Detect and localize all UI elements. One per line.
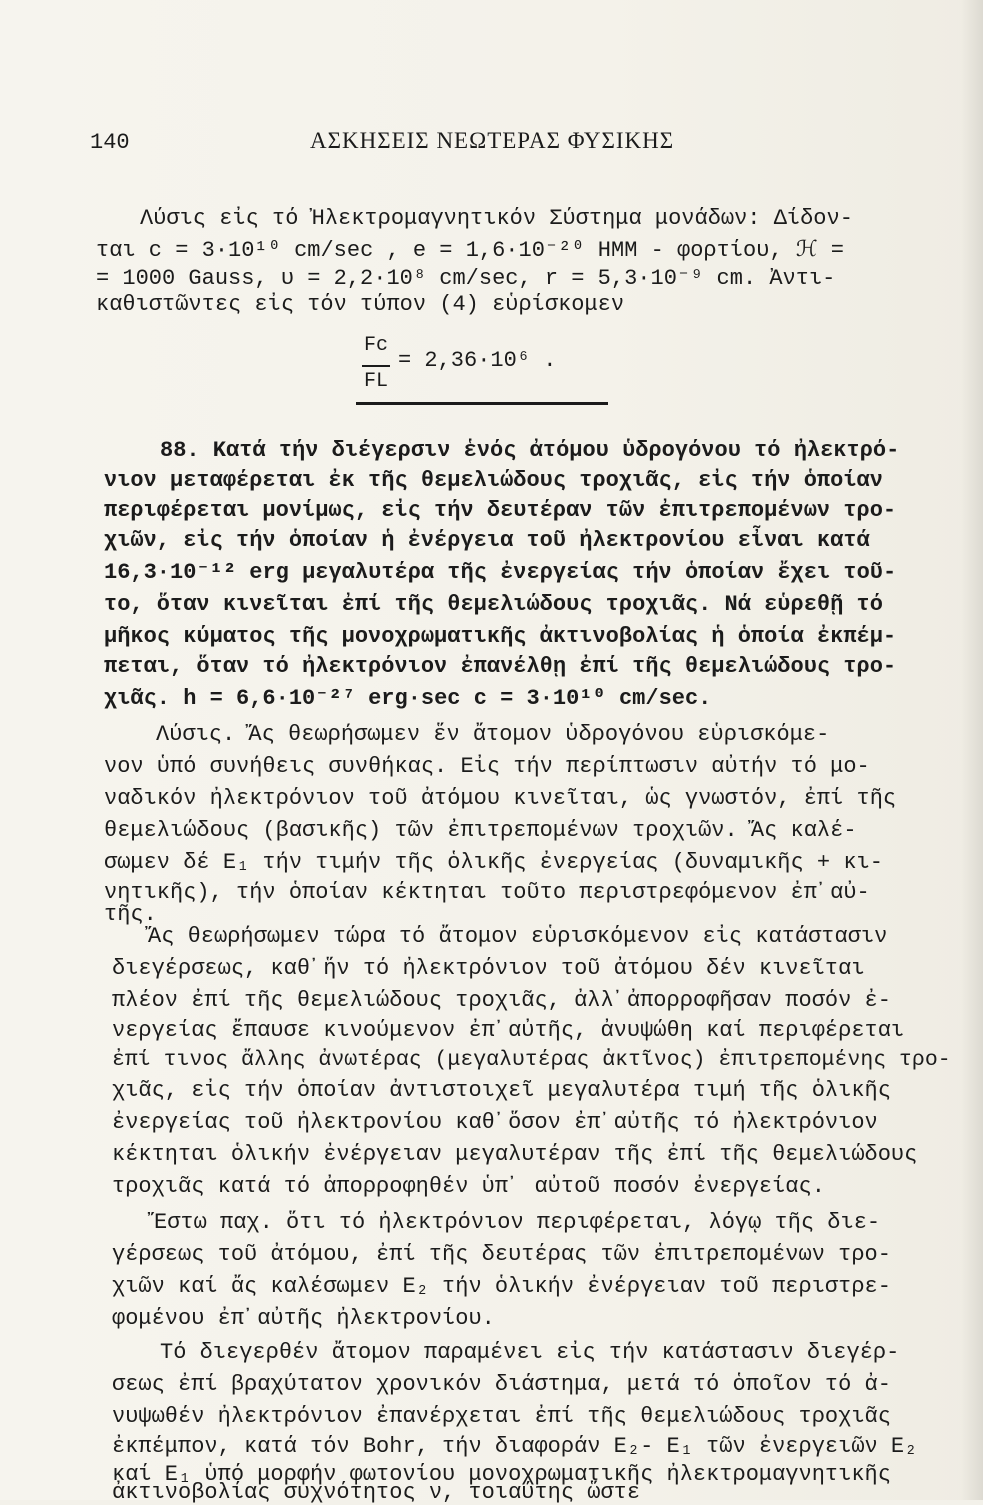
fraction-bar [362, 365, 390, 367]
problem-line: νιον μεταφέρεται ἐκ τῆς θεμελιώδους τροχιᾶς, εἰς τήν ὁποίαν [104, 468, 883, 493]
problem-line: μῆκος κύματος τῆς μονοχρωματικῆς ἀκτινοβολίας ἡ ὁποία ἐκπέμ- [104, 624, 897, 649]
text-line: = 1000 Gauss, υ = 2,2·10⁸ cm/sec, r = 5,3·10⁻⁹ cm. Ἀντι- [96, 266, 836, 291]
text-line: Λύσις εἰς τό Ἠλεκτρομαγνητικόν Σύστημα μονάδων: Δίδον- [140, 206, 853, 231]
solution-line: ναδικόν ἠλεκτρόνιον τοῦ ἀτόμου κινεῖται, ὡς γνωστόν, ἐπί τῆς [104, 786, 897, 811]
solution-line: κέκτηται ὁλικήν ἐνέργειαν μεγαλυτέραν τῆς ἐπί τῆς θεμελιώδους [112, 1142, 918, 1167]
text-line: καθιστῶντες εἰς τόν τύπον (4) εὑρίσκομεν [96, 292, 625, 317]
section-divider [356, 402, 608, 405]
solution-line: τῆς. [104, 902, 157, 927]
solution-line: Ἔστω παχ. ὅτι τό ἠλεκτρόνιον περιφέρεται, λόγῳ τῆς διε- [154, 1210, 881, 1235]
page-header [90, 122, 920, 162]
problem-line: χιῶν, εἰς τήν ὁποίαν ἡ ἐνέργεια τοῦ ἠλεκτρονίου εἶναι κατά [104, 528, 870, 553]
problem-line: περιφέρεται μονίμως, εἰς τήν δευτέραν τῶν ἐπιτρεπομένων τρο- [104, 498, 897, 523]
formula-denominator: FL [364, 370, 389, 393]
solution-line: σεως ἐπί βραχύτατον χρονικόν διάστημα, μετά τό ὁποῖον τό ἀ- [112, 1372, 891, 1397]
solution-line: νυψωθέν ἠλεκτρόνιον ἐπανέρχεται ἐπί τῆς θεμελιώδους τροχιᾶς [112, 1404, 891, 1429]
solution-line: γέρσεως τοῦ ἀτόμου, ἐπί τῆς δευτέρας τῶν ἐπιτρεπομένων τρο- [112, 1242, 891, 1267]
solution-line: χιᾶς, εἰς τήν ὁποίαν ἀντιστοιχεῖ μεγαλυτέρα τιμή τῆς ὁλικῆς [112, 1078, 891, 1103]
formula [348, 334, 608, 394]
solution-line: καί E₁ ὑπό μορφήν φωτονίου μονοχρωματικῆς ἠλεκτρομαγνητικῆς [112, 1462, 891, 1487]
solution-line: Ἄς θεωρήσωμεν τώρα τό ἄτομον εὑρισκόμενον εἰς κατάστασιν [148, 924, 888, 949]
solution-line: ἀκτινοβολίας συχνότητος ν, τοιαύτης ὥστε [112, 1480, 641, 1505]
formula-numerator: Fc [364, 334, 389, 357]
solution-line: ἐκπέμπον, κατά τόν Bohr, τήν διαφοράν E₂- E₁ τῶν ἐνεργειῶν E₂ [112, 1434, 918, 1459]
text-line: ται c = 3·10¹⁰ cm/sec , e = 1,6·10⁻²⁰ ΗΜΜ - φορτίου, ℋ = [96, 238, 844, 263]
solution-line: τροχιᾶς κατά τό ἀπορροφηθέν ὑπ᾽ αὐτοῦ ποσόν ἐνεργείας. [112, 1174, 825, 1199]
solution-line: πλέον ἐπί τῆς θεμελιώδους τροχιᾶς, ἀλλ᾽ἀπορροφῆσαν ποσόν ἐ- [112, 988, 891, 1013]
solution-line: φομένου ἐπ᾽αὐτῆς ἠλεκτρονίου. [112, 1306, 495, 1331]
solution-line: νον ὑπό συνήθεις συνθήκας. Εἰς τήν περίπτωσιν αὐτήν τό μο- [104, 754, 870, 779]
problem-line: χιᾶς. h = 6,6·10⁻²⁷ erg·sec c = 3·10¹⁰ cm/sec. [104, 686, 712, 711]
solution-line: θεμελιώδους (βασικῆς) τῶν ἐπιτρεπομένων τροχιῶν. Ἄς καλέ- [104, 818, 857, 843]
solution-line: Λύσις. Ἄς θεωρήσωμεν ἕν ἄτομον ὑδρογόνου εὑρισκόμε- [156, 722, 830, 747]
solution-line: νητικῆς), τήν ὁποίαν κέκτηται τοῦτο περιστρεφόμενον ἐπ᾽αὐ- [104, 880, 870, 905]
problem-line: 16,3·10⁻¹² erg μεγαλυτέρα τῆς ἐνεργείας τήν ὁποίαν ἔχει τοῦ- [104, 560, 897, 585]
formula-value: = 2,36·10⁶ . [398, 348, 557, 373]
solution-line: νεργείας ἔπαυσε κινούμενον ἐπ᾽αὐτῆς, ἀνυψώθη καί περιφέρεται [112, 1018, 905, 1043]
solution-line: σωμεν δέ E₁ τήν τιμήν τῆς ὁλικῆς ἐνεργείας (δυναμικῆς + κι- [104, 850, 883, 875]
solution-line: ἐπί τινος ἄλλης ἀνωτέρας (μεγαλυτέρας ἀκτῖνος) ἐπιτρεπομένης τρο- [112, 1048, 951, 1072]
page-number: 140 [90, 130, 130, 155]
problem-line: το, ὅταν κινεῖται ἐπί τῆς θεμελιώδους τροχιᾶς. Νά εὑρεθῇ τό [104, 592, 883, 617]
solution-line: ἐνεργείας τοῦ ἠλεκτρονίου καθ᾽ὅσον ἐπ᾽αὐτῆς τό ἠλεκτρόνιον [112, 1110, 878, 1135]
problem-line: πεται, ὅταν τό ἠλεκτρόνιον ἐπανέλθῃ ἐπί τῆς θεμελιώδους τρο- [104, 654, 897, 679]
page-edge-shadow [961, 0, 983, 1500]
running-title: ΑΣΚΗΣΕΙΣ ΝΕΩΤΕΡΑΣ ΦΥΣΙΚΗΣ [310, 128, 675, 153]
solution-line: χιῶν καί ἄς καλέσωμεν E₂ τήν ὁλικήν ἐνέργειαν τοῦ περιστρε- [112, 1274, 891, 1299]
problem-line: 88. Κατά τήν διέγερσιν ἑνός ἀτόμου ὑδρογόνου τό ἠλεκτρό- [160, 438, 900, 463]
solution-line: Τό διεγερθέν ἄτομον παραμένει εἰς τήν κατάστασιν διεγέρ- [160, 1340, 900, 1365]
solution-line: διεγέρσεως, καθ᾽ἥν τό ἠλεκτρόνιον τοῦ ἀτόμου δέν κινεῖται [112, 956, 865, 981]
